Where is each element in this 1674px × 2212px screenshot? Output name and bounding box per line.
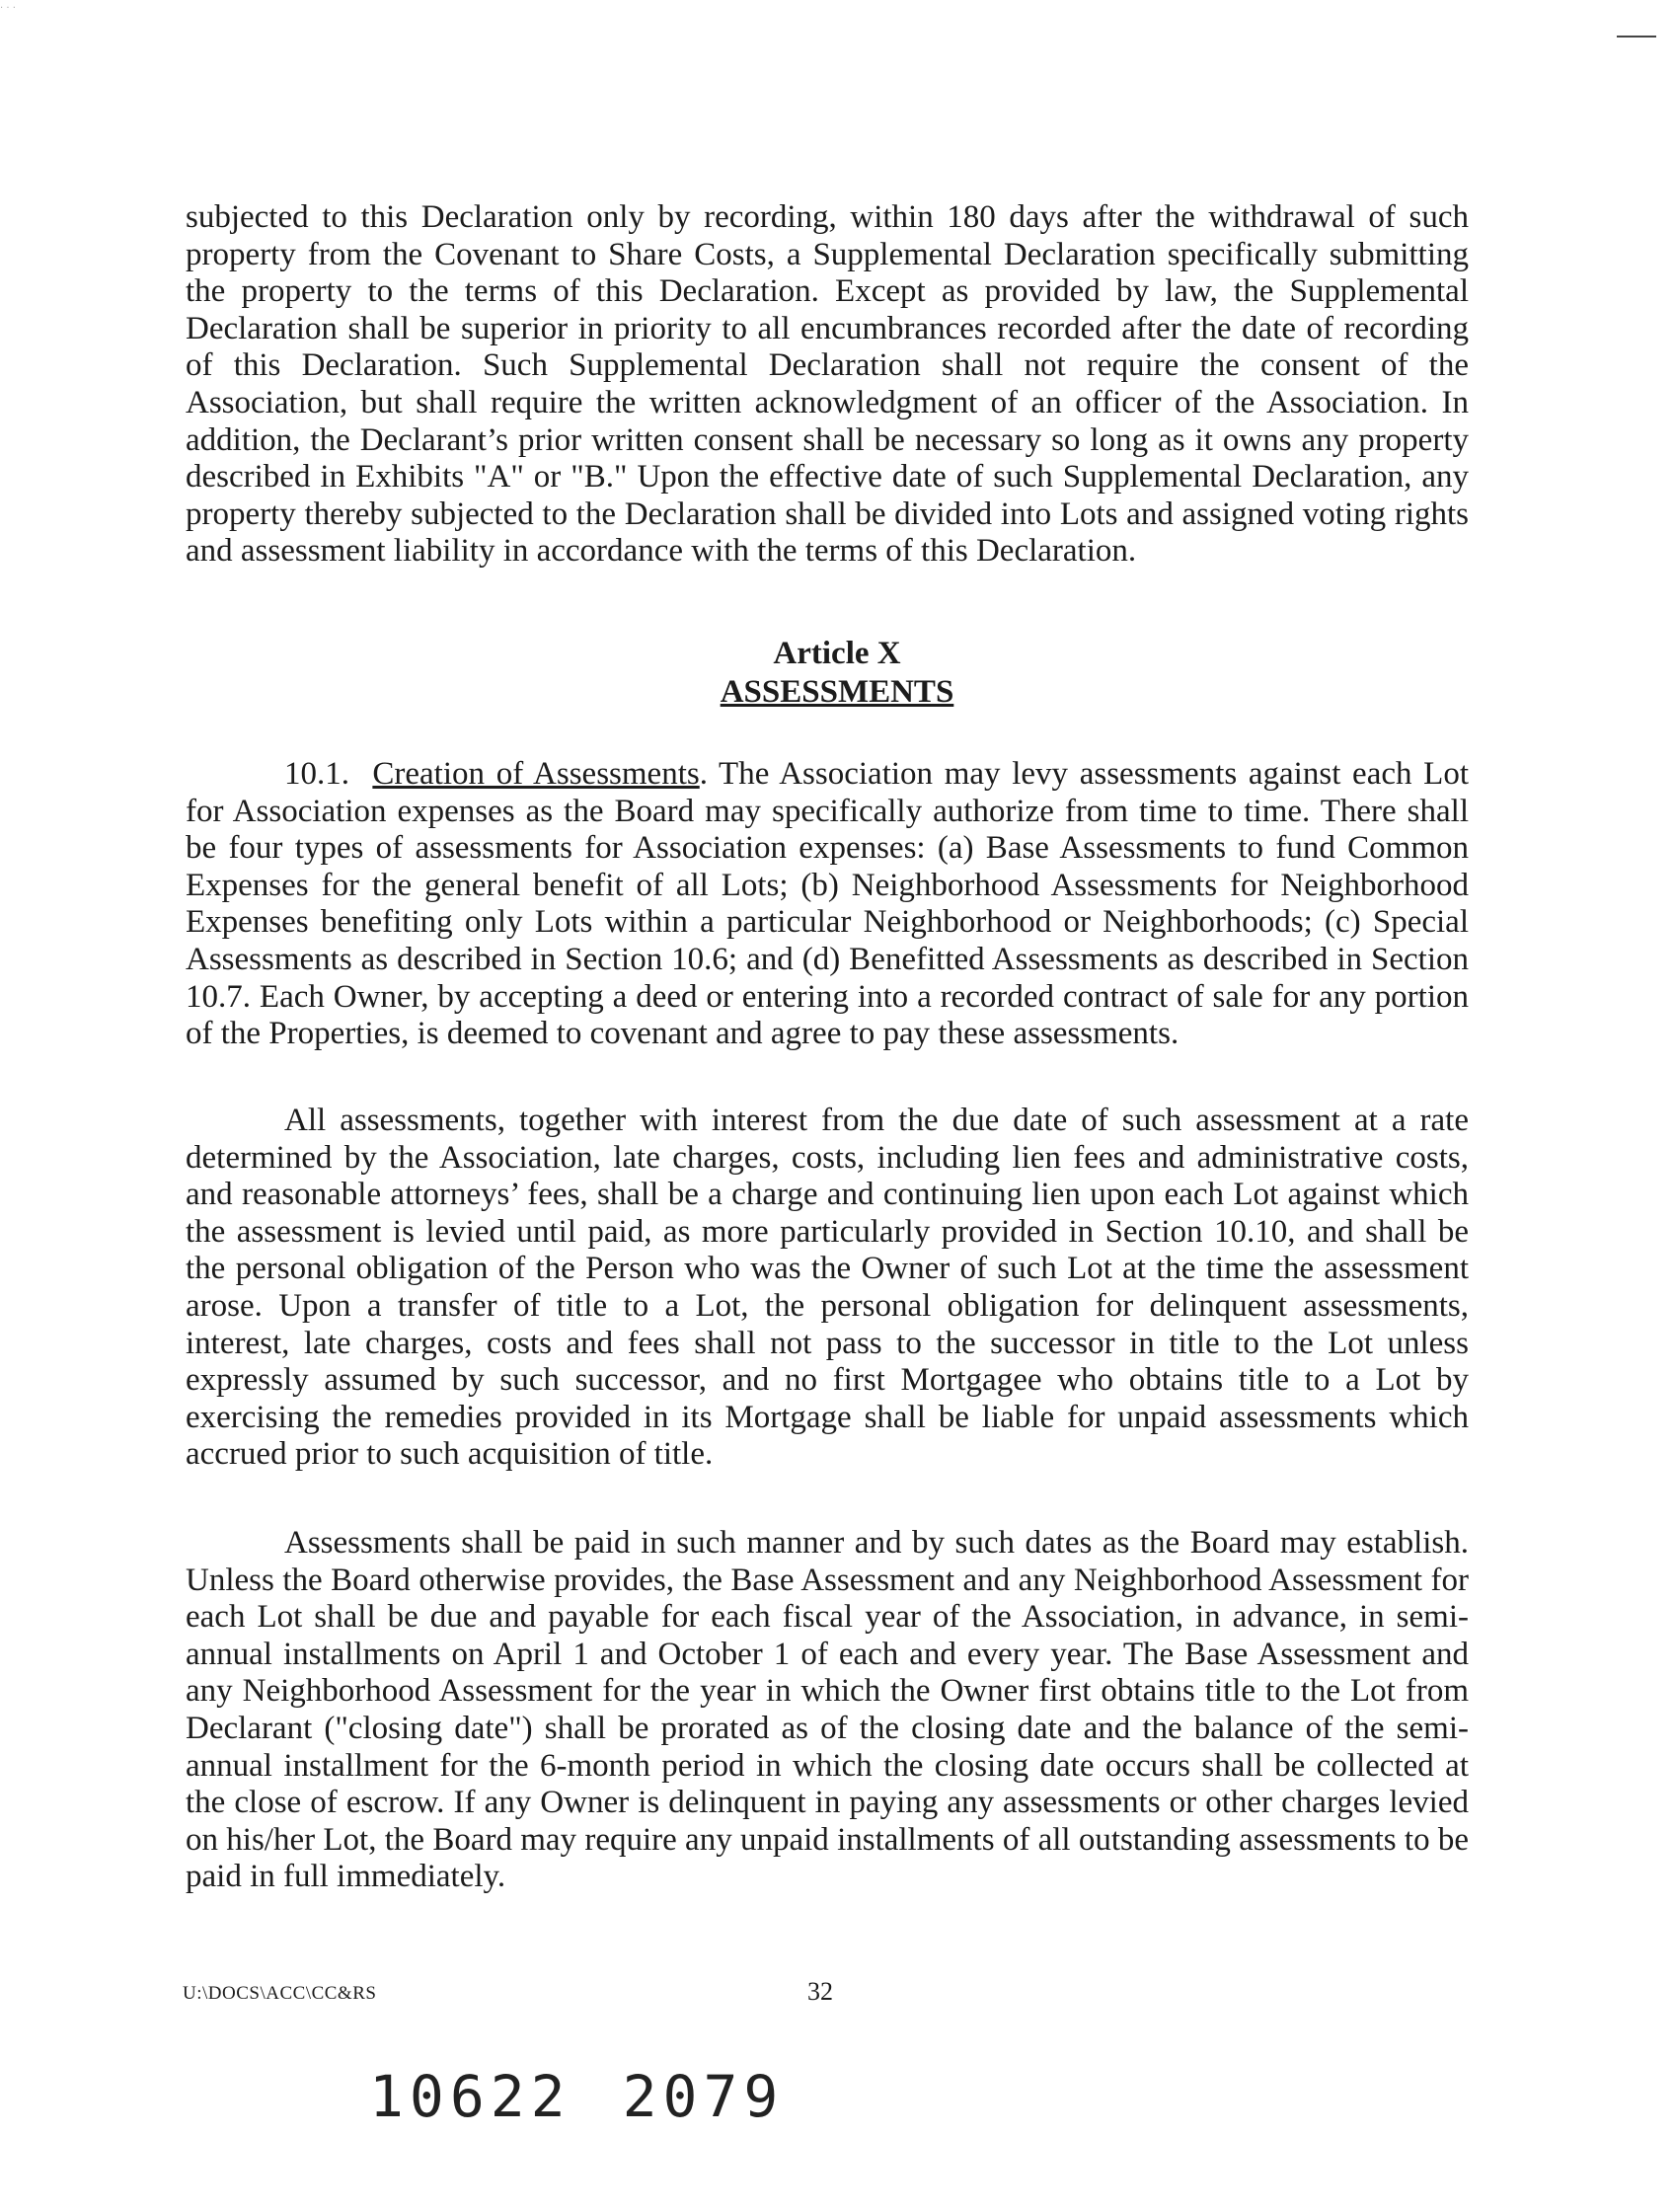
footer-page-number: 32 <box>807 1977 833 2006</box>
footer-file-path: U:\DOCS\ACC\CC&RS <box>183 1983 377 2004</box>
scan-corner-dash <box>1617 36 1656 38</box>
article-title: ASSESSMENTS <box>720 674 954 710</box>
all-assessments-paragraph: All assessments, together with interest from the due date of such assessment at a rate determined by the Association, late charges, costs, including lien fees and administrative costs, and reasonable attorneys’ fees, shall be a charge and continuing lien upon each Lot against which the assessment is levied until paid, as more particularly provided in Section 10.10, and shall be the personal obligation of the Person who was the Owner of such Lot at the time the assessment arose. Upon a transfer of title to a Lot, the personal obligation for delinquent assessments, interest, late charges, costs and fees shall not pass to the successor in title to the Lot unless expressly assumed by such successor, and no first Mortgagee who obtains title to a Lot by exercising the remedies provided in its Mortgage shall be liable for unpaid assessments which accrued prior to such acquisition of title. <box>186 1103 1469 1473</box>
intro-paragraph: subjected to this Declaration only by recording, within 180 days after the withdrawal of such property from the Covenant to Share Costs, a Supplemental Declaration specifically submitting the property to the terms of this Declaration. Except as provided by law, the Supplemental Declaration shall be superior in priority to all encumbrances recorded after the date of recording of this Declaration. Such Supplemental Declaration shall not require the consent of the Association, but shall require the written acknowledgment of an officer of the Association. In addition, the Declarant’s prior written consent shall be necessary so long as it owns any property described in Exhibits "A" or "B." Upon the effective date of such Supplemental Declaration, any property thereby subjected to the Declaration shall be divided into Lots and assigned voting rights and assessment liability in accordance with the terms of this Declaration. <box>186 199 1469 570</box>
recording-page-number: 2079 <box>622 2063 785 2130</box>
article-number: Article X <box>773 636 901 671</box>
section-text: . The Association may levy assessments against each Lot for Association expenses as the Board may specifically authorize from time to time. There shall be four types of assessments for Association expenses: (a) Base Assessments to fund Common Expenses for the general benefit of all Lots; (b) Neighborhood Assessments for Neighborhood Expenses benefiting only Lots within a particular Neighborhood or Neighborhoods; (c) Special Assessments as described in Section 10.6; and (d) Benefitted Assessments as described in Section 10.7. Each Owner, by accepting a deed or entering into a recorded contract of sale for any portion of the Properties, is deemed to covenant and agree to pay these assessments. <box>186 756 1469 1052</box>
article-heading <box>0 635 1674 712</box>
payment-paragraph: Assessments shall be paid in such manner and by such dates as the Board may establish. Unless the Board otherwise provides, the Base Assessment and any Neighborhood Assessment for each Lot shall be due and payable for each fiscal year of the Association, in advance, in semi-annual installments on April 1 and October 1 of each and every year. The Base Assessment and any Neighborhood Assessment for the year in which the Owner first obtains title to the Lot from Declarant ("closing date") shall be prorated as of the closing date and the balance of the semi-annual installment for the 6-month period in which the closing date occurs shall be collected at the close of escrow. If any Owner is delinquent in paying any assessments or other charges levied on his/her Lot, the Board may require any unpaid installments of all outstanding assessments to be paid in full immediately. <box>186 1525 1469 1895</box>
recording-book-number: 10622 <box>369 2063 571 2130</box>
recording-stamp <box>369 2063 784 2130</box>
section-10-1-paragraph <box>186 756 1469 1053</box>
section-heading: Creation of Assessments <box>372 756 700 792</box>
scan-corner-marks: . . . <box>0 0 16 11</box>
section-number: 10.1. <box>284 756 349 792</box>
